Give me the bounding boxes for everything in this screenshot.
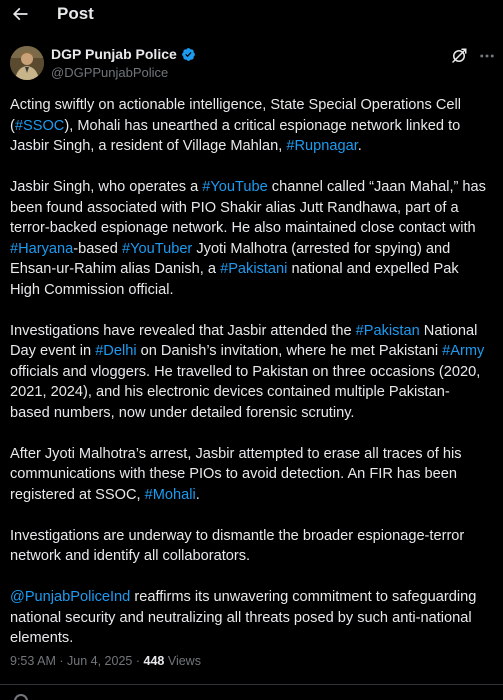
hashtag-link[interactable]: #Rupnagar: [286, 138, 358, 154]
post-text: [10, 95, 488, 669]
page-title: Post: [57, 4, 94, 23]
post-text-segment: National Day event in: [10, 322, 478, 359]
post-paragraph: [10, 177, 488, 300]
author-name-row: [51, 46, 196, 62]
post-text-segment: officials and vloggers. He travelled to Pakistan on three occasions (2020, 2021, 2024), and his electronic devices contained multiple Pakistan-based numbers, now under detailed forensic scrutiny.: [10, 363, 481, 421]
post-paragraph: [10, 95, 488, 157]
post-paragraph: [10, 444, 488, 506]
hashtag-link[interactable]: #Mohali: [144, 486, 196, 503]
post-text-segment: Investigations have revealed that Jasbir attended the: [10, 322, 356, 339]
post-text-segment: national and expelled Pak High Commission official.: [10, 261, 459, 298]
post-paragraph: [10, 587, 488, 649]
author-display-name[interactable]: DGP Punjab Police: [51, 46, 177, 62]
post-text-segment: After Jyoti Malhotra’s arrest, Jasbir attempted to erase all traces of his communications with these PIOs to avoid detection. An FIR has been registered at SSOC,: [10, 445, 462, 503]
post-text-segment: .: [357, 138, 362, 154]
post-text-segment: channel called “Jaan Mahal,” has been found associated with PIO Shakir alias Jutt Randhawa, part of a terror-backed espionage network. He also maintained close contact with: [10, 179, 486, 236]
views-label: Views: [167, 654, 201, 668]
hashtag-link[interactable]: #Delhi: [95, 343, 137, 359]
post-time[interactable]: 9:53 AM: [10, 654, 56, 668]
mention-link[interactable]: @PunjabPoliceInd: [10, 589, 131, 605]
meta-separator: ·: [59, 654, 64, 668]
hashtag-link[interactable]: #Pakistani: [220, 261, 288, 277]
meta-separator: ·: [135, 654, 141, 668]
post-paragraph: [10, 526, 488, 567]
post-text-segment: .: [195, 486, 200, 503]
views-count[interactable]: 448: [143, 654, 165, 668]
verified-badge-icon[interactable]: [181, 47, 196, 62]
post-paragraph: [10, 321, 488, 424]
post-text-segment: -based: [73, 240, 122, 257]
post-text-segment: on Danish’s invitation, where he met Pakistani: [136, 343, 443, 359]
top-bar: [0, 0, 503, 30]
post-text-segment: ), Mohali has unearthed a critical espionage network linked to Jasbir Singh, a resident of Village Mahlan,: [10, 117, 461, 154]
post-text-segment: Acting swiftly on actionable intelligence, State Special Operations Cell (: [10, 97, 462, 134]
avatar[interactable]: [10, 46, 44, 80]
hashtag-link[interactable]: #SSOC: [14, 117, 65, 134]
post-text-segment: reaffirms its unwavering commitment to safeguarding national security and neutralizing all threats posed by such anti-national elements.: [10, 589, 477, 646]
post-text-segment: Investigations are underway to dismantle the broader espionage-terror network and identify all collaborators.: [10, 527, 465, 564]
grok-icon[interactable]: [450, 47, 468, 65]
author-handle[interactable]: @DGPPunjabPolice: [51, 65, 169, 80]
hashtag-link[interactable]: #YouTuber: [121, 240, 193, 257]
hashtag-link[interactable]: #Army: [442, 343, 485, 359]
post-text-segment: Jasbir Singh, who operates a: [10, 179, 203, 195]
hashtag-link[interactable]: #Haryana: [10, 240, 74, 257]
post-text-segment: Jyoti Malhotra (arrested for spying) and Ehsan-ur-Rahim alias Danish, a: [10, 240, 451, 277]
more-horizontal-icon[interactable]: [478, 47, 496, 65]
divider: [0, 684, 503, 685]
hashtag-link[interactable]: #Pakistan: [355, 322, 420, 339]
back-arrow-icon[interactable]: [8, 2, 32, 26]
reply-icon[interactable]: [14, 694, 28, 700]
post-meta: [10, 654, 201, 668]
post-date[interactable]: Jun 4, 2025: [67, 654, 133, 668]
hashtag-link[interactable]: #YouTube: [202, 179, 268, 195]
post-author: [0, 44, 503, 84]
